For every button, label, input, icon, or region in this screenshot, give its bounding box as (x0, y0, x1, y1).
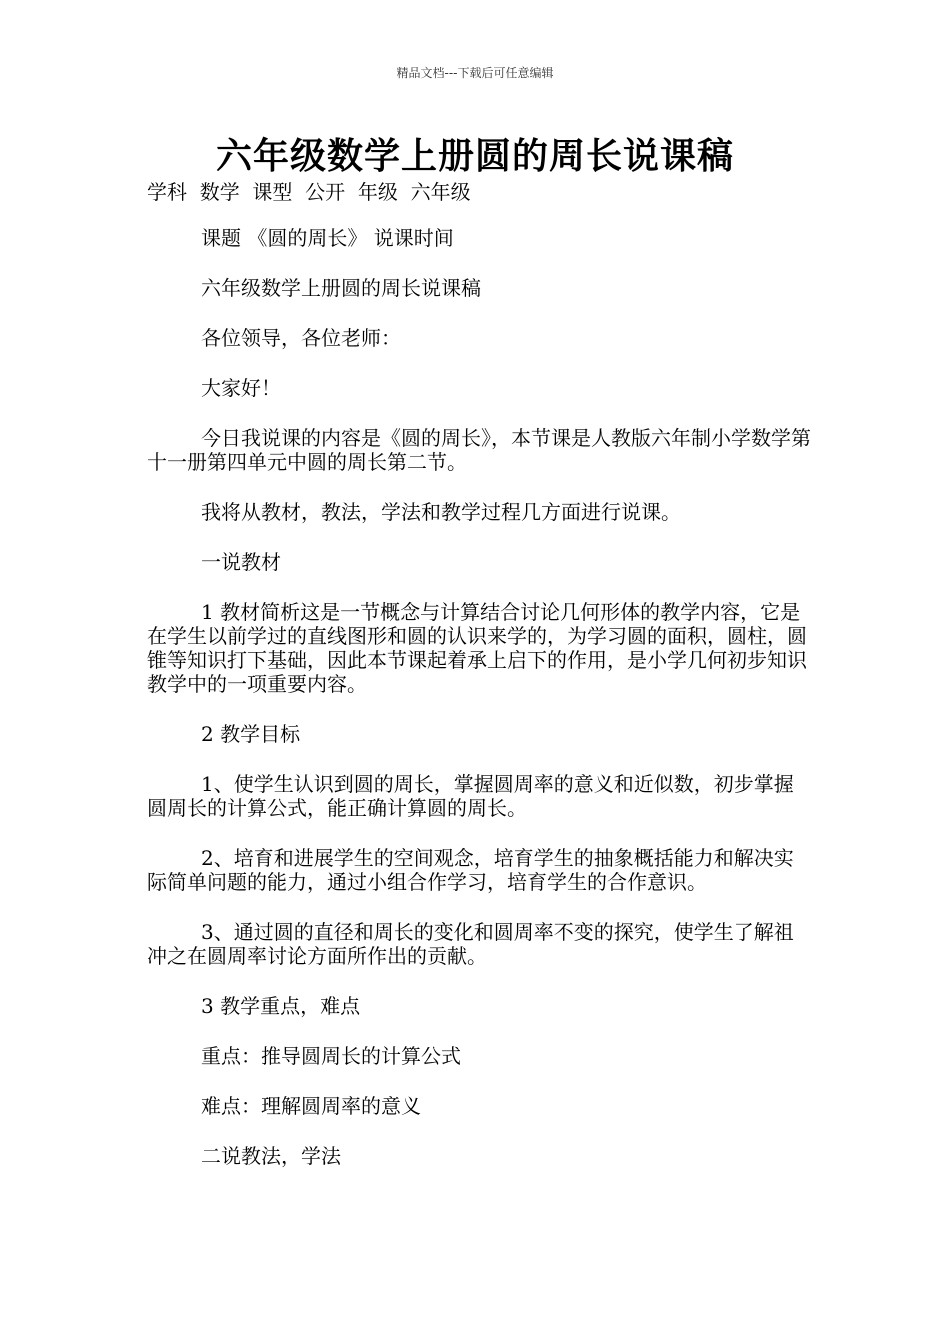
section-heading-textbook: 一说教材 (201, 550, 281, 574)
paragraph-intro: 今日我说课的内容是《圆的周长》，本节课是人教版六年制小学数学第十一册第四单元中圆的周长第二节。 (147, 426, 811, 474)
header-note: 精品文档---下载后可任意编辑 (396, 66, 554, 80)
paragraph-key-point: 重点：推导圆周长的计算公式 (201, 1044, 461, 1068)
paragraph-goal-3: 3、通过圆的直径和周长的变化和圆周率不变的探究，使学生了解祖冲之在圆周率讨论方面所作出的贡献。 (147, 920, 794, 968)
section-heading-goals: 2 教学目标 (201, 722, 301, 746)
paragraph-difficulty: 难点：理解圆周率的意义 (201, 1094, 421, 1118)
document-body (147, 226, 812, 1194)
paragraph-hello: 大家好！ (201, 376, 281, 400)
paragraph-topic: 课题 《圆的周长》 说课时间 (201, 226, 454, 250)
section-heading-key-points: 3 教学重点，难点 (201, 994, 361, 1018)
document-title: 六年级数学上册圆的周长说课稿 (215, 136, 734, 177)
paragraph-outline: 我将从教材，教法，学法和教学过程几方面进行说课。 (201, 500, 681, 524)
paragraph-goal-1: 1、使学生认识到圆的周长，掌握圆周率的意义和近似数，初步掌握圆周长的计算公式，能正确计算圆的周长。 (147, 772, 794, 820)
course-meta-line: 学科 数学 课型 公开 年级 六年级 (147, 180, 471, 204)
section-heading-methods: 二说教法，学法 (201, 1144, 341, 1168)
paragraph-goal-2: 2、培育和进展学生的空间观念，培育学生的抽象概括能力和解决实际简单问题的能力，通过小组合作学习，培育学生的合作意识。 (147, 846, 794, 894)
paragraph-subtitle: 六年级数学上册圆的周长说课稿 (201, 276, 481, 300)
paragraph-greeting: 各位领导，各位老师： (201, 326, 401, 350)
paragraph-textbook-analysis: 1 教材简析这是一节概念与计算结合讨论几何形体的教学内容，它是在学生以前学过的直线图形和圆的认识来学的，为学习圆的面积，圆柱，圆锥等知识打下基础，因此本节课起着承上启下的作用，是小学几何初步知识教学中的一项重要内容。 (147, 600, 807, 696)
